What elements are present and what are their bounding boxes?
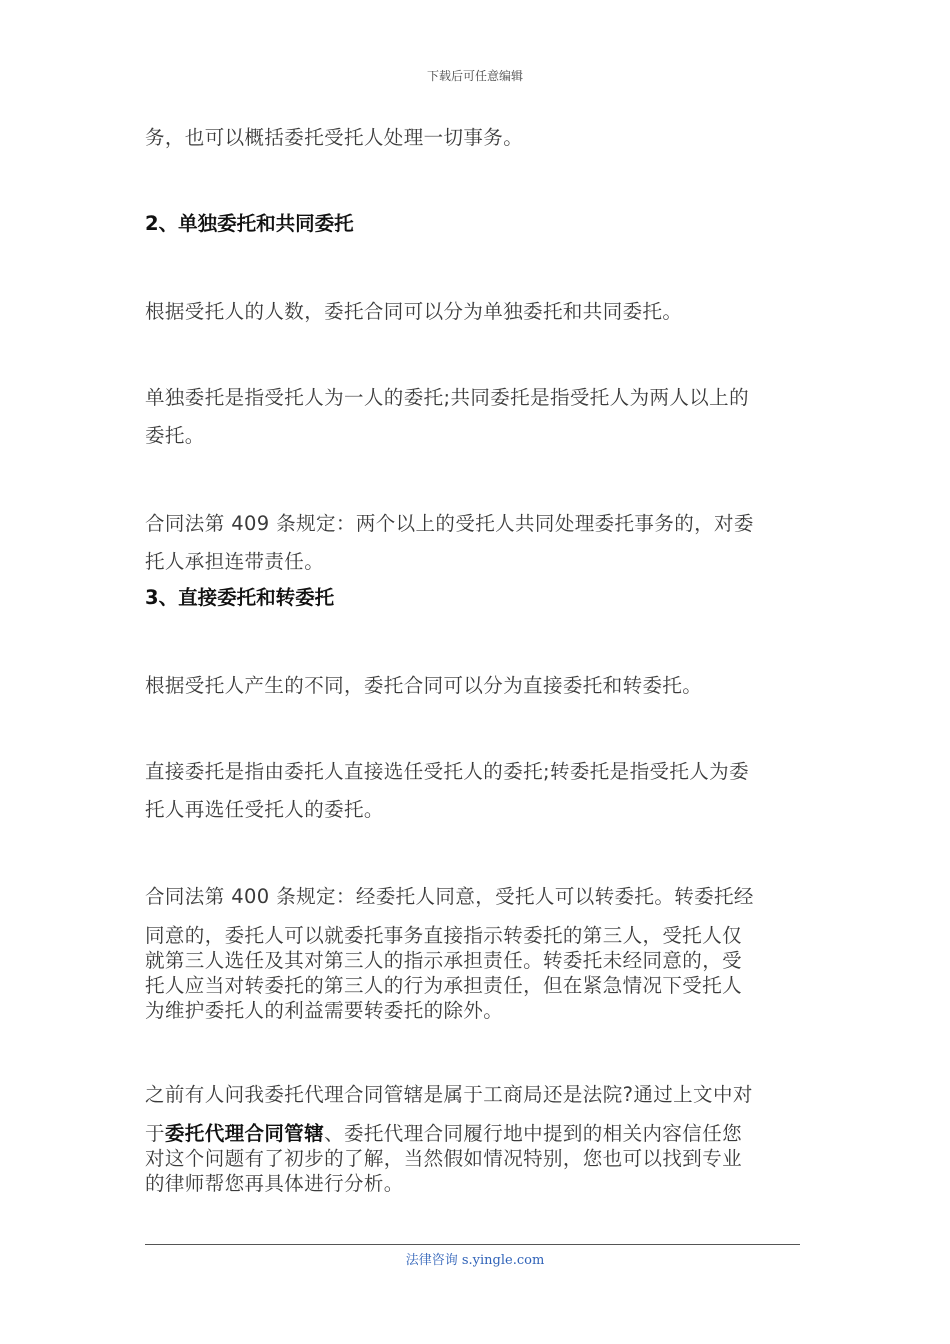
paragraph-2-2-line: 单独委托是指受托人为一人的委托;共同委托是指受托人为两人以上的 xyxy=(145,386,749,409)
paragraph-2-3 xyxy=(145,505,810,581)
heading-single-joint-delegation: 2、单独委托和共同委托 xyxy=(145,212,354,235)
paragraph-3-3-first-line: 合同法第 400 条规定：经委托人同意，受托人可以转委托。转委托经 xyxy=(145,885,754,908)
paragraph-3-2-line: 直接委托是指由委托人直接选任受托人的委托;转委托是指受托人为委 xyxy=(145,760,749,783)
paragraph-2-3-line: 托人承担连带责任。 xyxy=(145,550,325,573)
paragraph-3-3-line: 就第三人选任及其对第三人的指示承担责任。转委托未经同意的，受 xyxy=(145,949,743,972)
paragraph-end-suffix: 、委托代理合同履行地中提到的相关内容信任您 xyxy=(324,1122,743,1145)
paragraph-intro: 务，也可以概括委托受托人处理一切事务。 xyxy=(145,126,524,149)
page-header: 下载后可任意编辑 xyxy=(426,69,523,83)
paragraph-2-1: 根据受托人的人数，委托合同可以分为单独委托和共同委托。 xyxy=(145,300,683,323)
paragraph-end-prefix: 于 xyxy=(145,1122,165,1145)
paragraph-2-2 xyxy=(145,379,810,455)
paragraph-3-3-rest xyxy=(145,923,810,1023)
paragraph-end-first-line: 之前有人问我委托代理合同管辖是属于工商局还是法院?通过上文中对 xyxy=(145,1083,753,1106)
paragraph-end-rest xyxy=(145,1121,810,1196)
paragraph-end-line-with-link xyxy=(145,1121,810,1146)
paragraph-3-1: 根据受托人产生的不同，委托合同可以分为直接委托和转委托。 xyxy=(145,674,703,697)
footer-link[interactable]: 法律咨询 s.yingle.com xyxy=(405,1253,545,1268)
contract-jurisdiction-link[interactable]: 委托代理合同管辖 xyxy=(164,1122,325,1145)
paragraph-end-line: 的律师帮您再具体进行分析。 xyxy=(145,1172,404,1195)
heading-direct-sub-delegation: 3、直接委托和转委托 xyxy=(145,586,335,609)
footer-divider xyxy=(145,1244,800,1245)
paragraph-3-2 xyxy=(145,753,810,829)
paragraph-end-line: 对这个问题有了初步的了解，当然假如情况特别，您也可以找到专业 xyxy=(145,1147,743,1170)
paragraph-2-2-line: 委托。 xyxy=(145,424,205,447)
paragraph-3-2-line: 托人再选任受托人的委托。 xyxy=(145,798,384,821)
paragraph-3-3-line: 为维护委托人的利益需要转委托的除外。 xyxy=(145,999,504,1022)
paragraph-3-3-line: 托人应当对转委托的第三人的行为承担责任，但在紧急情况下受托人 xyxy=(145,974,743,997)
paragraph-3-3-line: 同意的，委托人可以就委托事务直接指示转委托的第三人，受托人仅 xyxy=(145,924,743,947)
paragraph-2-3-line: 合同法第 409 条规定：两个以上的受托人共同处理委托事务的，对委 xyxy=(145,512,754,535)
